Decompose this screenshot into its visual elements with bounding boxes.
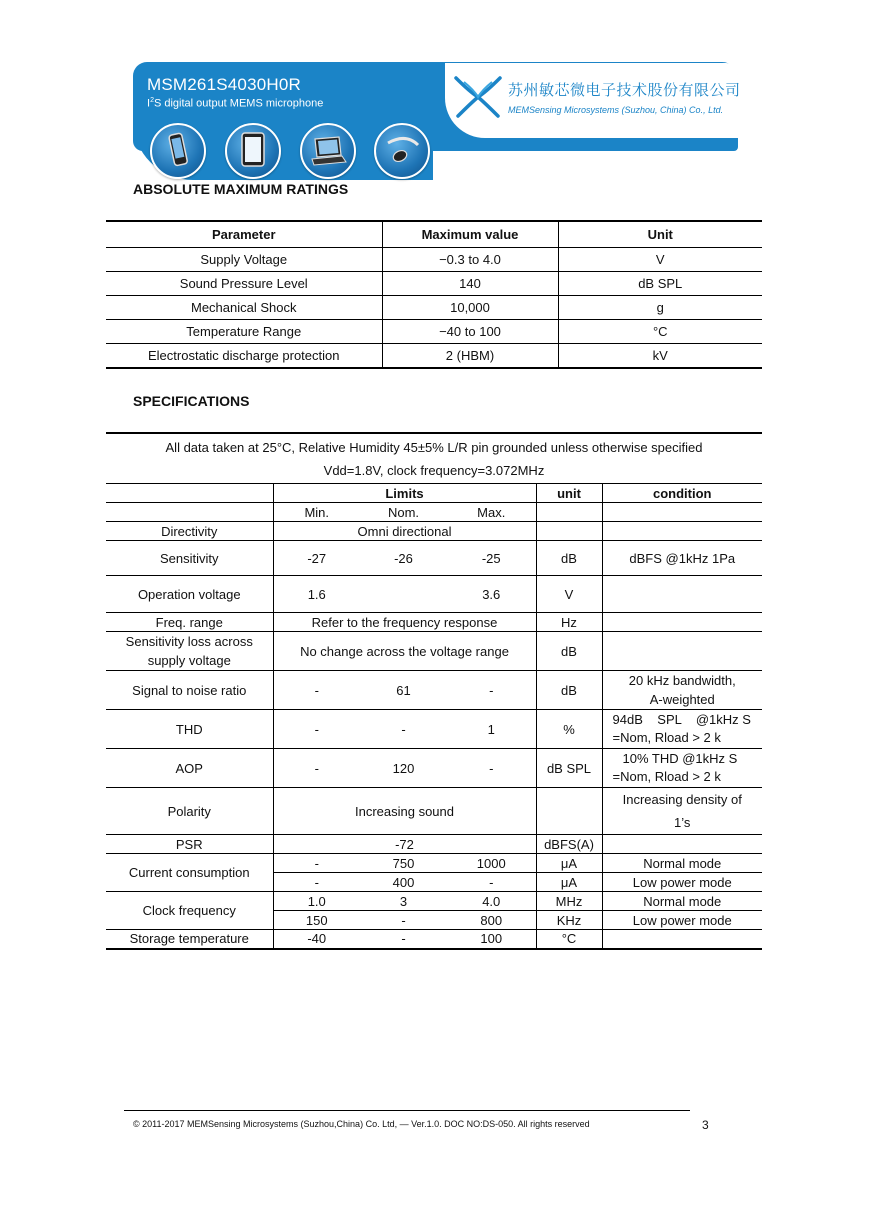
table-cell: MHz	[536, 892, 602, 911]
table-cell	[536, 788, 602, 835]
table-cell: -	[273, 671, 360, 710]
table-cell: -72	[273, 835, 536, 854]
table-cell: 400	[360, 873, 447, 892]
table-row	[106, 710, 762, 749]
row-label: PSR	[106, 835, 273, 854]
table-cell: -	[360, 911, 447, 930]
table-cell: dB SPL	[536, 749, 602, 788]
table-cell	[602, 835, 762, 854]
table-row	[106, 576, 762, 613]
table-row	[106, 522, 762, 541]
table-cell: Electrostatic discharge protection	[148, 348, 340, 363]
row-label: AOP	[106, 749, 273, 788]
table-cell: μA	[536, 854, 602, 873]
table-row	[106, 892, 762, 911]
table-cell: dB	[536, 671, 602, 710]
table-row	[106, 296, 762, 320]
table-row	[106, 788, 762, 835]
table-row	[106, 835, 762, 854]
row-label: Directivity	[106, 522, 273, 541]
product-subtitle: $I^2S$ digital output MEMS microphone	[147, 97, 324, 110]
spec-conditions-note: All data taken at 25°C, Relative Humidity 45±5% L/R pin grounded unless otherwise specified Vdd=1.8V, clock frequency=3.072MHz	[106, 433, 762, 484]
row-label: Clock frequency	[106, 892, 273, 930]
specifications-table	[106, 432, 762, 950]
table-cell: Mechanical Shock	[106, 296, 382, 320]
table-cell: 1.6	[273, 576, 360, 613]
row-label: Polarity	[106, 788, 273, 835]
tablet-icon	[225, 123, 281, 179]
table-cell: 800	[447, 911, 536, 930]
table-cell	[602, 632, 762, 671]
table-cell: -25	[447, 541, 536, 576]
table-cell: Normal mode	[602, 854, 762, 873]
table-cell: 2 (HBM)	[382, 344, 558, 369]
table-cell: dBFS(A)	[536, 835, 602, 854]
table-cell: -27	[273, 541, 360, 576]
table-header-row	[106, 221, 762, 248]
laptop-icon	[300, 123, 356, 179]
table-cell: Increasing sound	[273, 788, 536, 835]
column-header: Parameter	[106, 221, 382, 248]
company-logo-icon	[452, 74, 504, 125]
spec-heading: SPECIFICATIONS	[133, 393, 250, 409]
table-cell: Omni directional	[273, 522, 536, 541]
table-cell: V	[558, 248, 762, 272]
footer-copyright: © 2011-2017 MEMSensing Microsystems (Suzhou,China) Co. Ltd, — Ver.1.0. DOC NO:DS-050. All rights reserved	[133, 1119, 590, 1129]
table-cell: −0.3 to 4.0	[382, 248, 558, 272]
product-title: MSM261S4030H0R	[147, 75, 301, 94]
column-header-nom: Nom.	[360, 503, 447, 522]
table-cell: 150	[273, 911, 360, 930]
table-cell: KHz	[536, 911, 602, 930]
table-cell: Low power mode	[602, 873, 762, 892]
table-cell: 20 kHz bandwidth, A-weighted	[602, 671, 762, 710]
table-row	[106, 344, 762, 369]
table-cell: Low power mode	[602, 911, 762, 930]
table-cell: 3.6	[447, 576, 536, 613]
table-cell: Supply Voltage	[106, 248, 382, 272]
table-cell: 120	[360, 749, 447, 788]
row-label: Sensitivity	[106, 541, 273, 576]
table-cell: Increasing density of 1’s	[602, 788, 762, 835]
company-name-en: MEMSensing Microsystems (Suzhou, China) Co., Ltd.	[508, 105, 724, 115]
table-cell: 10% THD @1kHz S =Nom, Rload > 2 k	[602, 749, 762, 788]
table-cell: -26	[360, 541, 447, 576]
table-cell: Hz	[536, 613, 602, 632]
table-cell: 4.0	[447, 892, 536, 911]
table-cell: -	[447, 749, 536, 788]
table-row	[106, 320, 762, 344]
row-label: Signal to noise ratio	[106, 671, 273, 710]
table-cell: 3	[360, 892, 447, 911]
table-cell: 100	[447, 930, 536, 949]
column-header: Unit	[558, 221, 762, 248]
table-cell	[602, 613, 762, 632]
table-cell: 140	[382, 272, 558, 296]
table-cell: dB	[536, 632, 602, 671]
table-cell: -	[273, 749, 360, 788]
amr-heading: ABSOLUTE MAXIMUM RATINGS	[133, 181, 349, 197]
table-row	[106, 671, 762, 710]
table-cell: 1.0	[273, 892, 360, 911]
table-cell: −40 to 100	[382, 320, 558, 344]
table-cell	[536, 522, 602, 541]
footer-divider	[124, 1110, 690, 1111]
table-cell: -	[273, 873, 360, 892]
column-header-unit: unit	[536, 484, 602, 503]
page-number: 3	[702, 1118, 709, 1132]
row-label: Storage temperature	[106, 930, 273, 949]
column-header-max: Max.	[447, 503, 536, 522]
table-cell	[106, 503, 273, 522]
table-cell: dB SPL	[558, 272, 762, 296]
company-name-cn: 苏州敏芯微电子技术股份有限公司	[508, 81, 741, 99]
table-cell: Normal mode	[602, 892, 762, 911]
table-cell: 750	[360, 854, 447, 873]
table-cell: -	[447, 671, 536, 710]
column-header-min: Min.	[273, 503, 360, 522]
phone-icon	[150, 123, 206, 179]
table-cell	[360, 576, 447, 613]
row-label: Freq. range	[106, 613, 273, 632]
row-label: Operation voltage	[106, 576, 273, 613]
table-cell: 94dB SPL @1kHz S =Nom, Rload > 2 k	[602, 710, 762, 749]
table-cell: 61	[360, 671, 447, 710]
table-cell: μA	[536, 873, 602, 892]
table-cell: %	[536, 710, 602, 749]
table-cell: -	[360, 930, 447, 949]
row-label: THD	[106, 710, 273, 749]
table-cell: dBFS @1kHz 1Pa	[602, 541, 762, 576]
row-label: Sensitivity loss across supply voltage	[106, 632, 273, 671]
table-row	[106, 248, 762, 272]
column-header-condition: condition	[602, 484, 762, 503]
table-cell	[602, 503, 762, 522]
table-cell: -	[447, 873, 536, 892]
absolute-maximum-ratings-table	[106, 220, 762, 369]
table-cell: 1	[447, 710, 536, 749]
table-cell: Sound Pressure Level	[106, 272, 382, 296]
table-row	[106, 930, 762, 949]
table-cell: g	[558, 296, 762, 320]
table-row	[106, 854, 762, 873]
table-cell: °C	[536, 930, 602, 949]
table-cell: Refer to the frequency response	[273, 613, 536, 632]
table-cell: °C	[558, 320, 762, 344]
table-cell	[602, 930, 762, 949]
table-cell	[536, 503, 602, 522]
table-cell: -	[273, 710, 360, 749]
table-cell: No change across the voltage range	[273, 632, 536, 671]
table-header-row	[106, 484, 762, 503]
limits-subheader-row	[106, 503, 762, 522]
table-cell: -40	[273, 930, 360, 949]
table-cell	[602, 576, 762, 613]
table-cell: kV	[558, 344, 762, 369]
headset-icon	[374, 123, 430, 179]
column-header: Maximum value	[382, 221, 558, 248]
column-header-limits: Limits	[273, 484, 536, 503]
table-row	[106, 632, 762, 671]
spec-note-row	[106, 433, 762, 484]
table-cell: -	[273, 854, 360, 873]
table-cell: dB	[536, 541, 602, 576]
table-row	[106, 541, 762, 576]
row-label: Current consumption	[106, 854, 273, 892]
table-cell: -	[360, 710, 447, 749]
table-cell	[602, 522, 762, 541]
table-row	[106, 749, 762, 788]
table-cell: V	[536, 576, 602, 613]
table-row	[106, 272, 762, 296]
table-row	[106, 613, 762, 632]
table-cell: 10,000	[382, 296, 558, 320]
table-cell: 1000	[447, 854, 536, 873]
column-header-empty	[106, 484, 273, 503]
table-cell: Temperature Range	[106, 320, 382, 344]
